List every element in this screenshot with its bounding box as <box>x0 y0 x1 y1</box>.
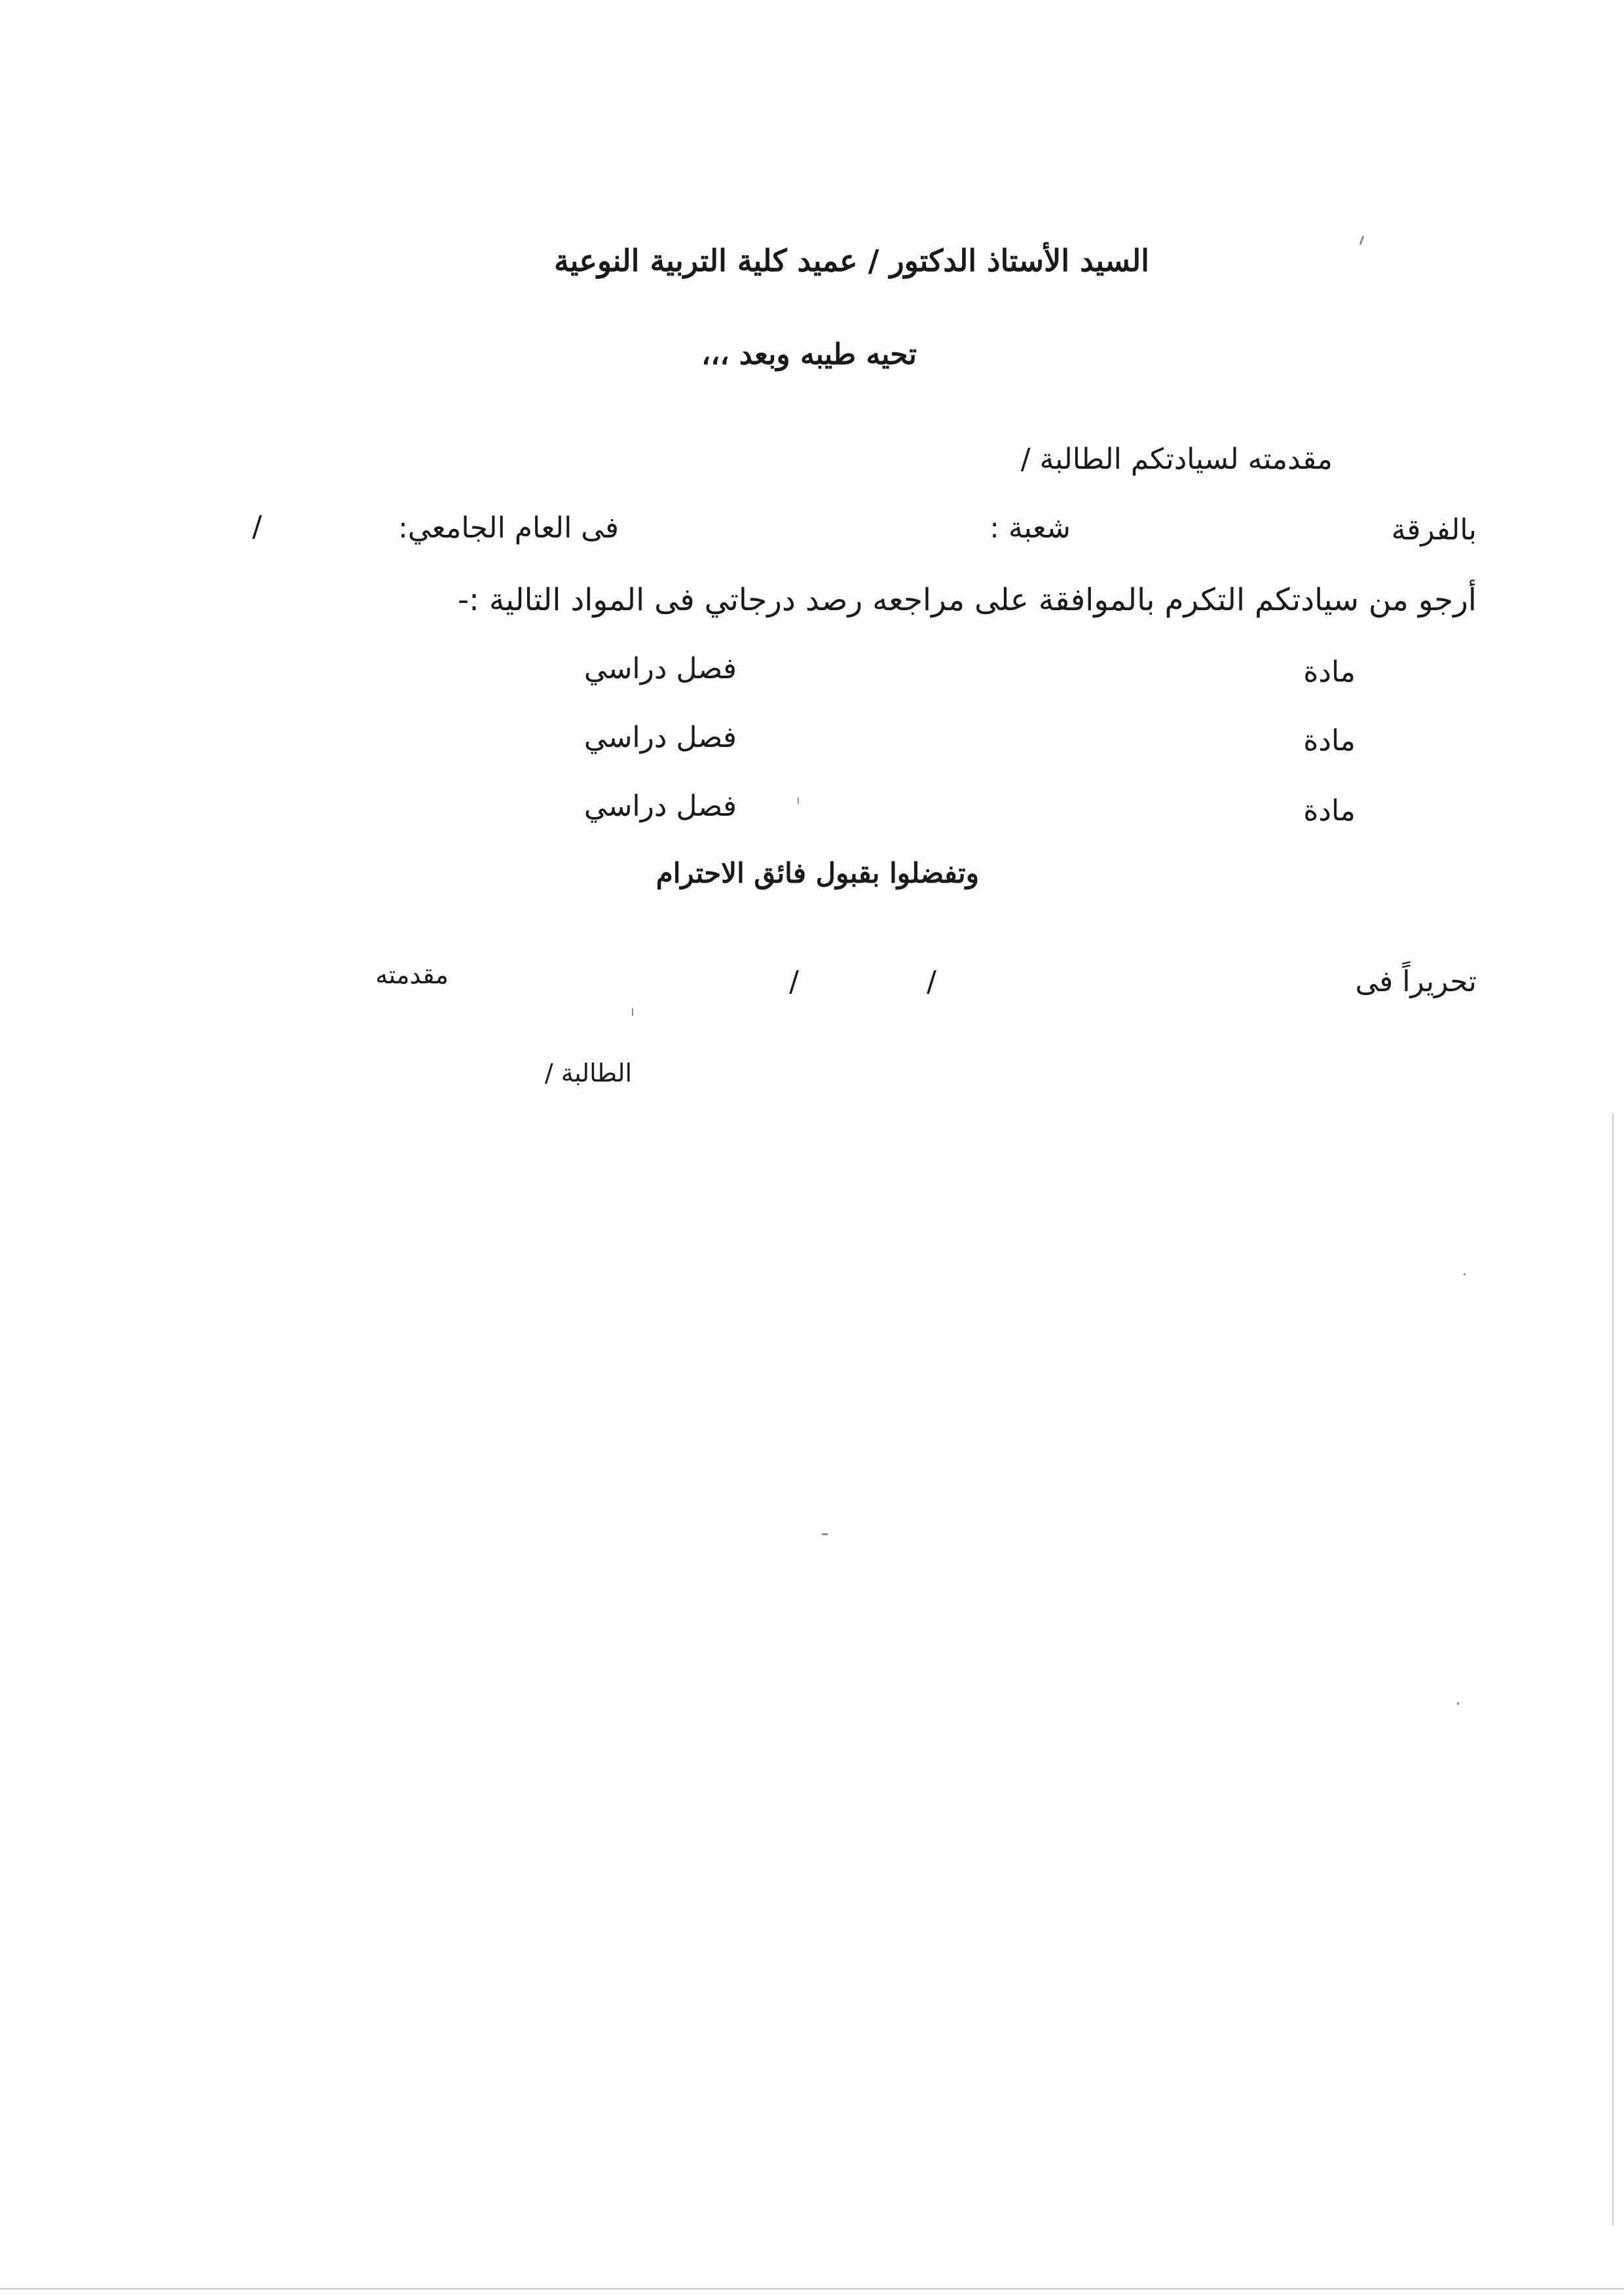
scan-speck <box>632 1008 633 1016</box>
scan-edge-line <box>1612 1113 1614 2226</box>
student-label: الطالبة / <box>544 1059 632 1087</box>
scan-speck <box>798 797 799 804</box>
written-on-label: تحريراً فى <box>1355 965 1477 998</box>
scan-edge-line <box>0 2288 1624 2289</box>
academic-year-slash: / <box>252 510 262 543</box>
subject-label-3: مادة <box>1303 794 1356 828</box>
date-slash-2: / <box>789 965 799 998</box>
intro-line: مقدمته لسيادتكم الطالبة / <box>1020 443 1333 476</box>
scan-speck <box>1457 1702 1459 1705</box>
scan-speck <box>1464 1273 1466 1275</box>
submitted-by-label: مقدمته <box>375 960 449 989</box>
division-label: شعبة : <box>989 511 1071 545</box>
semester-label-2: فصل دراسي <box>583 721 737 754</box>
semester-label-1: فصل دراسي <box>583 652 737 685</box>
scan-speck <box>1359 236 1365 245</box>
scan-speck <box>822 1533 828 1535</box>
addressee-line: السيد الأستاذ الدكتور / عميد كلية التربية النوعية <box>554 243 1149 278</box>
subject-label-1: مادة <box>1303 655 1356 689</box>
date-slash-1: / <box>927 965 936 998</box>
greeting-line: تحيه طيبه وبعد ،،، <box>701 338 917 371</box>
grade-label: بالفرقة <box>1391 513 1477 547</box>
academic-year-label: فى العام الجامعي: <box>398 511 619 545</box>
closing-line: وتفضلوا بقبول فائق الاحترام <box>655 857 979 889</box>
semester-label-3: فصل دراسي <box>583 790 737 823</box>
subject-label-2: مادة <box>1303 724 1356 757</box>
request-line: أرجو من سيادتكم التكرم بالموافقة على مراجعه رصد درجاتي فى المواد التالية :- <box>458 582 1477 618</box>
